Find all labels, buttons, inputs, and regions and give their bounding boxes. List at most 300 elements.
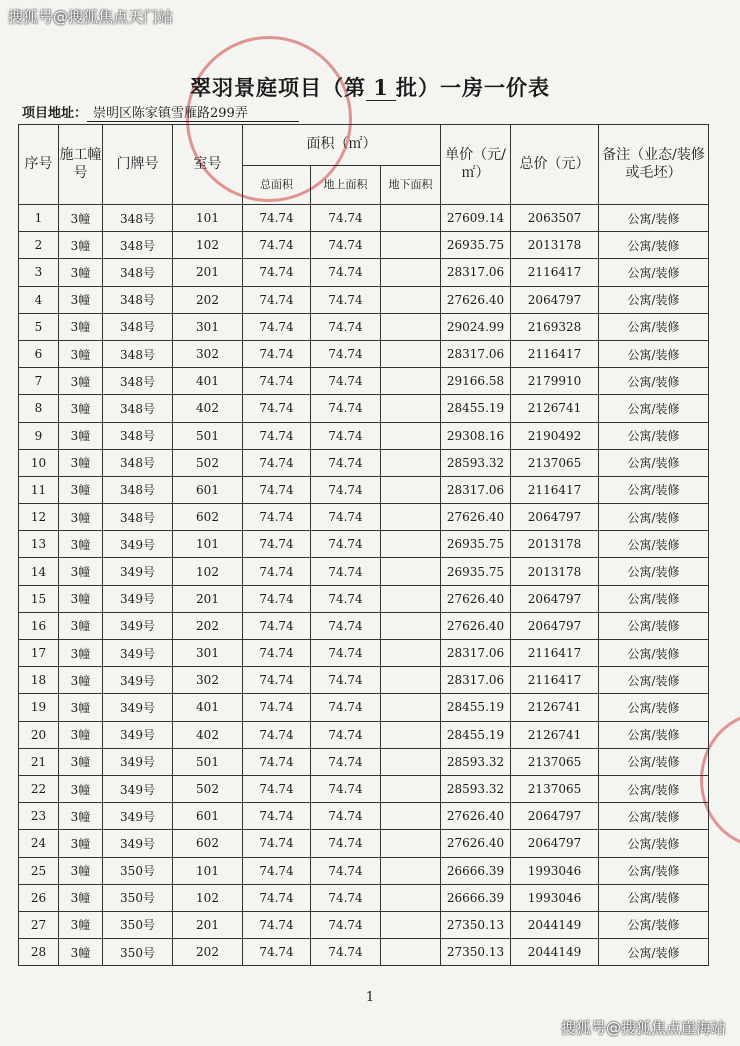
cell-room: 302 — [173, 667, 243, 694]
cell-unit-price: 26666.39 — [441, 857, 511, 884]
header-under-area: 地下面积 — [381, 166, 441, 205]
cell-above-area: 74.74 — [311, 286, 381, 313]
cell-building: 3幢 — [59, 558, 103, 585]
cell-seq: 11 — [19, 476, 59, 503]
cell-room: 202 — [173, 612, 243, 639]
header-area: 面积（㎡） — [243, 125, 441, 166]
cell-under-area — [381, 368, 441, 395]
cell-seq: 28 — [19, 939, 59, 966]
cell-note: 公寓/装修 — [599, 830, 709, 857]
cell-note: 公寓/装修 — [599, 667, 709, 694]
address-label: 项目地址： — [22, 106, 88, 121]
cell-building: 3幢 — [59, 721, 103, 748]
table-row — [19, 232, 709, 259]
cell-total-price: 2044149 — [511, 911, 599, 938]
cell-unit-price: 29166.58 — [441, 368, 511, 395]
cell-unit-price: 27350.13 — [441, 911, 511, 938]
cell-unit-price: 27350.13 — [441, 939, 511, 966]
cell-above-area: 74.74 — [311, 205, 381, 232]
cell-room: 501 — [173, 422, 243, 449]
address-value: 崇明区陈家镇雪雁路299弄 — [87, 102, 299, 122]
cell-room: 301 — [173, 313, 243, 340]
project-address — [22, 102, 299, 122]
cell-under-area — [381, 667, 441, 694]
cell-seq: 9 — [19, 422, 59, 449]
cell-room: 201 — [173, 259, 243, 286]
cell-above-area: 74.74 — [311, 259, 381, 286]
cell-total-area: 74.74 — [243, 259, 311, 286]
table-row — [19, 558, 709, 585]
cell-note: 公寓/装修 — [599, 340, 709, 367]
cell-seq: 14 — [19, 558, 59, 585]
cell-building: 3幢 — [59, 585, 103, 612]
cell-room: 202 — [173, 286, 243, 313]
cell-unit-price: 26935.75 — [441, 232, 511, 259]
cell-room: 101 — [173, 857, 243, 884]
cell-seq: 1 — [19, 205, 59, 232]
cell-door: 348号 — [103, 232, 173, 259]
cell-building: 3幢 — [59, 232, 103, 259]
cell-under-area — [381, 585, 441, 612]
header-note: 备注（业态/装修或毛坯） — [599, 125, 709, 205]
cell-door: 349号 — [103, 803, 173, 830]
cell-note: 公寓/装修 — [599, 911, 709, 938]
cell-total-price: 2064797 — [511, 504, 599, 531]
cell-under-area — [381, 857, 441, 884]
cell-building: 3幢 — [59, 884, 103, 911]
cell-total-price: 2064797 — [511, 803, 599, 830]
cell-total-price: 2116417 — [511, 667, 599, 694]
cell-room: 302 — [173, 340, 243, 367]
cell-under-area — [381, 422, 441, 449]
cell-door: 348号 — [103, 422, 173, 449]
cell-seq: 6 — [19, 340, 59, 367]
cell-door: 350号 — [103, 939, 173, 966]
cell-door: 349号 — [103, 640, 173, 667]
watermark-bottom: 搜狐号@搜狐焦点崖海站 — [560, 1019, 726, 1037]
cell-note: 公寓/装修 — [599, 558, 709, 585]
cell-total-area: 74.74 — [243, 504, 311, 531]
cell-total-area: 74.74 — [243, 395, 311, 422]
cell-door: 349号 — [103, 694, 173, 721]
cell-room: 401 — [173, 368, 243, 395]
cell-under-area — [381, 395, 441, 422]
cell-note: 公寓/装修 — [599, 857, 709, 884]
cell-seq: 22 — [19, 775, 59, 802]
cell-above-area: 74.74 — [311, 667, 381, 694]
cell-building: 3幢 — [59, 911, 103, 938]
cell-above-area: 74.74 — [311, 368, 381, 395]
price-table — [18, 124, 709, 966]
cell-note: 公寓/装修 — [599, 884, 709, 911]
cell-total-price: 2064797 — [511, 286, 599, 313]
table-row — [19, 259, 709, 286]
cell-total-price: 1993046 — [511, 884, 599, 911]
header-building: 施工幢号 — [59, 125, 103, 205]
cell-note: 公寓/装修 — [599, 449, 709, 476]
cell-note: 公寓/装修 — [599, 504, 709, 531]
cell-above-area: 74.74 — [311, 504, 381, 531]
cell-room: 102 — [173, 884, 243, 911]
cell-total-area: 74.74 — [243, 422, 311, 449]
cell-under-area — [381, 313, 441, 340]
cell-unit-price: 27626.40 — [441, 286, 511, 313]
cell-unit-price: 28593.32 — [441, 748, 511, 775]
cell-room: 502 — [173, 449, 243, 476]
cell-above-area: 74.74 — [311, 775, 381, 802]
cell-total-area: 74.74 — [243, 830, 311, 857]
header-unit-price: 单价（元/㎡） — [441, 125, 511, 205]
cell-room: 601 — [173, 476, 243, 503]
cell-under-area — [381, 803, 441, 830]
cell-building: 3幢 — [59, 640, 103, 667]
cell-unit-price: 26666.39 — [441, 884, 511, 911]
cell-seq: 23 — [19, 803, 59, 830]
table-row — [19, 748, 709, 775]
table-row — [19, 667, 709, 694]
cell-unit-price: 28455.19 — [441, 721, 511, 748]
cell-unit-price: 28455.19 — [441, 694, 511, 721]
table-row — [19, 340, 709, 367]
cell-above-area: 74.74 — [311, 748, 381, 775]
cell-building: 3幢 — [59, 368, 103, 395]
cell-seq: 27 — [19, 911, 59, 938]
cell-total-price: 2179910 — [511, 368, 599, 395]
table-row — [19, 939, 709, 966]
cell-total-area: 74.74 — [243, 775, 311, 802]
cell-under-area — [381, 830, 441, 857]
cell-under-area — [381, 939, 441, 966]
cell-building: 3幢 — [59, 775, 103, 802]
cell-seq: 24 — [19, 830, 59, 857]
cell-seq: 3 — [19, 259, 59, 286]
cell-total-price: 2044149 — [511, 939, 599, 966]
cell-door: 349号 — [103, 748, 173, 775]
cell-note: 公寓/装修 — [599, 422, 709, 449]
cell-total-price: 2013178 — [511, 232, 599, 259]
cell-note: 公寓/装修 — [599, 476, 709, 503]
cell-building: 3幢 — [59, 259, 103, 286]
cell-door: 349号 — [103, 558, 173, 585]
cell-building: 3幢 — [59, 694, 103, 721]
cell-building: 3幢 — [59, 830, 103, 857]
cell-under-area — [381, 232, 441, 259]
cell-above-area: 74.74 — [311, 884, 381, 911]
cell-building: 3幢 — [59, 205, 103, 232]
cell-note: 公寓/装修 — [599, 585, 709, 612]
cell-note: 公寓/装修 — [599, 939, 709, 966]
cell-building: 3幢 — [59, 939, 103, 966]
cell-above-area: 74.74 — [311, 232, 381, 259]
cell-total-price: 2190492 — [511, 422, 599, 449]
cell-seq: 15 — [19, 585, 59, 612]
cell-seq: 12 — [19, 504, 59, 531]
cell-total-area: 74.74 — [243, 205, 311, 232]
cell-seq: 16 — [19, 612, 59, 639]
cell-room: 502 — [173, 775, 243, 802]
cell-under-area — [381, 449, 441, 476]
cell-note: 公寓/装修 — [599, 612, 709, 639]
cell-note: 公寓/装修 — [599, 803, 709, 830]
table-row — [19, 368, 709, 395]
cell-room: 201 — [173, 911, 243, 938]
cell-room: 402 — [173, 721, 243, 748]
cell-seq: 4 — [19, 286, 59, 313]
cell-above-area: 74.74 — [311, 395, 381, 422]
cell-room: 101 — [173, 205, 243, 232]
table-row — [19, 585, 709, 612]
cell-door: 349号 — [103, 531, 173, 558]
cell-under-area — [381, 612, 441, 639]
header-room: 室号 — [173, 125, 243, 205]
cell-total-area: 74.74 — [243, 476, 311, 503]
table-row — [19, 422, 709, 449]
cell-building: 3幢 — [59, 531, 103, 558]
table-row — [19, 694, 709, 721]
cell-under-area — [381, 911, 441, 938]
cell-door: 349号 — [103, 775, 173, 802]
cell-under-area — [381, 504, 441, 531]
cell-unit-price: 29308.16 — [441, 422, 511, 449]
cell-unit-price: 26935.75 — [441, 531, 511, 558]
cell-door: 348号 — [103, 259, 173, 286]
cell-above-area: 74.74 — [311, 640, 381, 667]
cell-seq: 10 — [19, 449, 59, 476]
cell-total-area: 74.74 — [243, 449, 311, 476]
cell-unit-price: 27626.40 — [441, 830, 511, 857]
cell-above-area: 74.74 — [311, 612, 381, 639]
cell-total-price: 2126741 — [511, 694, 599, 721]
cell-building: 3幢 — [59, 612, 103, 639]
cell-total-area: 74.74 — [243, 857, 311, 884]
cell-total-price: 1993046 — [511, 857, 599, 884]
cell-above-area: 74.74 — [311, 721, 381, 748]
cell-note: 公寓/装修 — [599, 205, 709, 232]
cell-room: 401 — [173, 694, 243, 721]
cell-unit-price: 26935.75 — [441, 558, 511, 585]
cell-room: 501 — [173, 748, 243, 775]
cell-seq: 8 — [19, 395, 59, 422]
table-row — [19, 612, 709, 639]
cell-total-area: 74.74 — [243, 694, 311, 721]
cell-building: 3幢 — [59, 803, 103, 830]
table-row — [19, 775, 709, 802]
cell-note: 公寓/装修 — [599, 640, 709, 667]
cell-room: 102 — [173, 232, 243, 259]
cell-total-area: 74.74 — [243, 721, 311, 748]
cell-total-price: 2116417 — [511, 259, 599, 286]
cell-door: 349号 — [103, 585, 173, 612]
cell-total-price: 2064797 — [511, 612, 599, 639]
cell-above-area: 74.74 — [311, 531, 381, 558]
cell-total-price: 2116417 — [511, 640, 599, 667]
cell-total-price: 2116417 — [511, 476, 599, 503]
cell-room: 602 — [173, 504, 243, 531]
cell-seq: 25 — [19, 857, 59, 884]
cell-total-area: 74.74 — [243, 748, 311, 775]
cell-building: 3幢 — [59, 286, 103, 313]
cell-seq: 21 — [19, 748, 59, 775]
cell-above-area: 74.74 — [311, 857, 381, 884]
cell-seq: 5 — [19, 313, 59, 340]
cell-building: 3幢 — [59, 340, 103, 367]
cell-seq: 18 — [19, 667, 59, 694]
cell-door: 350号 — [103, 857, 173, 884]
cell-total-area: 74.74 — [243, 340, 311, 367]
cell-unit-price: 29024.99 — [441, 313, 511, 340]
cell-total-area: 74.74 — [243, 585, 311, 612]
cell-above-area: 74.74 — [311, 939, 381, 966]
cell-above-area: 74.74 — [311, 830, 381, 857]
cell-unit-price: 27626.40 — [441, 504, 511, 531]
cell-total-area: 74.74 — [243, 667, 311, 694]
table-body — [19, 205, 709, 966]
cell-unit-price: 28317.06 — [441, 476, 511, 503]
table-row — [19, 721, 709, 748]
cell-under-area — [381, 476, 441, 503]
cell-seq: 13 — [19, 531, 59, 558]
header-total-area: 总面积 — [243, 166, 311, 205]
cell-door: 348号 — [103, 205, 173, 232]
cell-above-area: 74.74 — [311, 803, 381, 830]
cell-total-area: 74.74 — [243, 884, 311, 911]
cell-note: 公寓/装修 — [599, 286, 709, 313]
cell-under-area — [381, 558, 441, 585]
cell-total-area: 74.74 — [243, 612, 311, 639]
cell-note: 公寓/装修 — [599, 721, 709, 748]
cell-total-area: 74.74 — [243, 911, 311, 938]
cell-room: 301 — [173, 640, 243, 667]
cell-door: 348号 — [103, 476, 173, 503]
cell-total-price: 2126741 — [511, 721, 599, 748]
table-row — [19, 830, 709, 857]
cell-door: 349号 — [103, 830, 173, 857]
cell-unit-price: 28317.06 — [441, 640, 511, 667]
cell-total-price: 2116417 — [511, 340, 599, 367]
cell-unit-price: 28317.06 — [441, 667, 511, 694]
cell-seq: 26 — [19, 884, 59, 911]
table-row — [19, 857, 709, 884]
cell-note: 公寓/装修 — [599, 775, 709, 802]
cell-room: 602 — [173, 830, 243, 857]
cell-building: 3幢 — [59, 449, 103, 476]
cell-total-price: 2064797 — [511, 830, 599, 857]
cell-door: 348号 — [103, 313, 173, 340]
table-row — [19, 803, 709, 830]
table-row — [19, 476, 709, 503]
cell-note: 公寓/装修 — [599, 694, 709, 721]
cell-under-area — [381, 748, 441, 775]
cell-total-area: 74.74 — [243, 286, 311, 313]
cell-building: 3幢 — [59, 476, 103, 503]
cell-total-price: 2126741 — [511, 395, 599, 422]
cell-unit-price: 28455.19 — [441, 395, 511, 422]
cell-total-price: 2064797 — [511, 585, 599, 612]
cell-total-price: 2013178 — [511, 558, 599, 585]
cell-unit-price: 27609.14 — [441, 205, 511, 232]
document-title — [0, 72, 740, 102]
header-total-price: 总价（元） — [511, 125, 599, 205]
cell-building: 3幢 — [59, 857, 103, 884]
cell-door: 348号 — [103, 286, 173, 313]
header-door: 门牌号 — [103, 125, 173, 205]
cell-building: 3幢 — [59, 748, 103, 775]
cell-room: 402 — [173, 395, 243, 422]
header-above-area: 地上面积 — [311, 166, 381, 205]
cell-seq: 2 — [19, 232, 59, 259]
page-number: 1 — [365, 990, 375, 1005]
header-seq: 序号 — [19, 125, 59, 205]
cell-total-area: 74.74 — [243, 232, 311, 259]
cell-total-area: 74.74 — [243, 313, 311, 340]
cell-door: 350号 — [103, 911, 173, 938]
cell-under-area — [381, 531, 441, 558]
cell-door: 349号 — [103, 721, 173, 748]
cell-unit-price: 27626.40 — [441, 803, 511, 830]
cell-unit-price: 27626.40 — [441, 585, 511, 612]
cell-building: 3幢 — [59, 422, 103, 449]
cell-total-area: 74.74 — [243, 939, 311, 966]
cell-unit-price: 28317.06 — [441, 259, 511, 286]
cell-seq: 7 — [19, 368, 59, 395]
cell-note: 公寓/装修 — [599, 313, 709, 340]
cell-under-area — [381, 286, 441, 313]
cell-door: 350号 — [103, 884, 173, 911]
cell-building: 3幢 — [59, 667, 103, 694]
cell-under-area — [381, 640, 441, 667]
cell-note: 公寓/装修 — [599, 368, 709, 395]
cell-note: 公寓/装修 — [599, 531, 709, 558]
cell-total-price: 2063507 — [511, 205, 599, 232]
cell-unit-price: 27626.40 — [441, 612, 511, 639]
table-row — [19, 449, 709, 476]
cell-room: 101 — [173, 531, 243, 558]
watermark-top: 搜狐号@搜狐焦点天门站 — [8, 8, 174, 26]
cell-above-area: 74.74 — [311, 585, 381, 612]
table-row — [19, 911, 709, 938]
cell-above-area: 74.74 — [311, 449, 381, 476]
title-suffix: 批）一房一价表 — [396, 75, 550, 100]
cell-room: 601 — [173, 803, 243, 830]
cell-door: 349号 — [103, 612, 173, 639]
cell-unit-price: 28593.32 — [441, 775, 511, 802]
cell-under-area — [381, 884, 441, 911]
cell-total-price: 2013178 — [511, 531, 599, 558]
cell-under-area — [381, 340, 441, 367]
cell-total-price: 2137065 — [511, 748, 599, 775]
table-row — [19, 531, 709, 558]
cell-under-area — [381, 259, 441, 286]
cell-door: 348号 — [103, 395, 173, 422]
table-row — [19, 640, 709, 667]
cell-above-area: 74.74 — [311, 694, 381, 721]
table-row — [19, 313, 709, 340]
table-row — [19, 395, 709, 422]
cell-under-area — [381, 721, 441, 748]
cell-door: 348号 — [103, 368, 173, 395]
cell-total-price: 2137065 — [511, 449, 599, 476]
cell-above-area: 74.74 — [311, 558, 381, 585]
cell-seq: 20 — [19, 721, 59, 748]
cell-total-area: 74.74 — [243, 640, 311, 667]
cell-door: 349号 — [103, 667, 173, 694]
table-row — [19, 884, 709, 911]
cell-total-area: 74.74 — [243, 558, 311, 585]
cell-seq: 19 — [19, 694, 59, 721]
cell-above-area: 74.74 — [311, 340, 381, 367]
table-row — [19, 286, 709, 313]
cell-under-area — [381, 775, 441, 802]
